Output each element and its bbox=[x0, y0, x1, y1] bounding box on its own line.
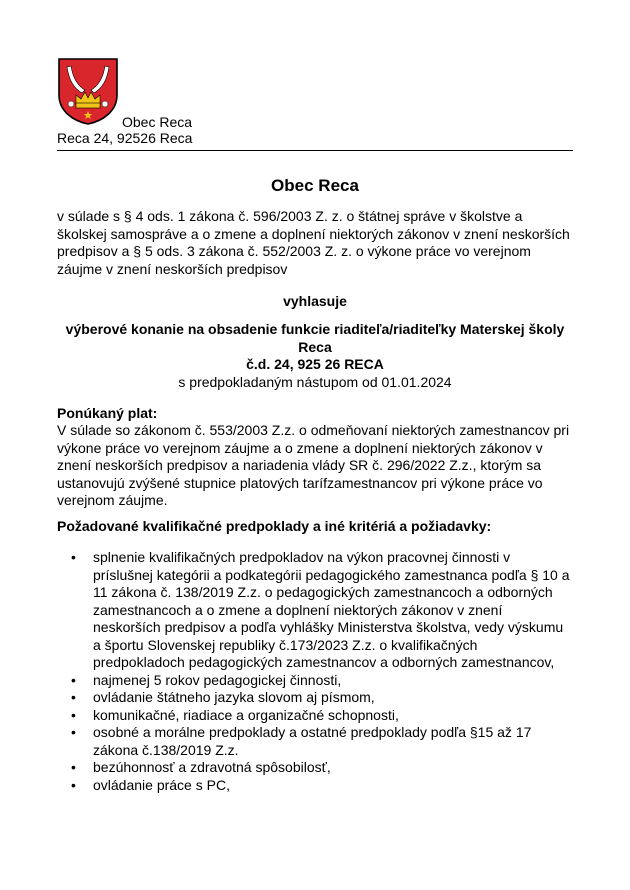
intro-paragraph: v súlade s § 4 ods. 1 zákona č. 596/2003 Z. z. o štátnej správe v školstve a školskej samospráve a o zmene a doplnení niektorých zákonov v znení neskorších predpisov a § 5 ods. 3 zákona č. 552/2003 Z. z. o výkone práce vo verejnom záujme v znení neskorších predpisov bbox=[57, 208, 570, 277]
position-block bbox=[57, 321, 573, 374]
start-date: s predpokladaným nástupom od 01.01.2024 bbox=[178, 374, 452, 390]
document-title: Obec Reca bbox=[271, 176, 359, 195]
bullet-icon: • bbox=[71, 776, 76, 793]
requirements-list bbox=[57, 549, 573, 794]
list-item: • splnenie kvalifikačných predpokladov na výkon pracovnej činnosti v príslušnej kategórii a podkategórii pedagogického zamestnanca podľa § 10 a 11 zákona č. 138/2019 Z.z. o pedagogických zamestnancoch a odborných zamestnancoch a o zmene a doplnení niektorých zákonov v znení neskorších predpisov a podľa vyhlášky Ministerstva školstva, vedy výskumu a športu Slovenskej republiky č.173/2023 Z.z. o kvalifikačných predpokladoch pedagogických zamestnancov a odborných zamestnancov, bbox=[71, 549, 570, 670]
position-title: výberové konanie na obsadenie funkcie riaditeľa/riaditeľky Materskej školy Reca bbox=[65, 321, 565, 355]
salary-text: V súlade so zákonom č. 553/2003 Z.z. o odmeňovaní niektorých zamestnancov pri výkone práce vo verejnom záujme a o zmene a doplnení niektorých zákonov v znení neskorších predpisov a nariadenia vlády SR č. 296/2022 Z.z., ktorým sa ustanovujú zvýšené stupnice platových tarífzamestnancov pri výkone práce vo verejnom záujme. bbox=[57, 422, 570, 508]
bullet-icon: • bbox=[71, 706, 76, 723]
list-item: • bezúhonnosť a zdravotná spôsobilosť, bbox=[71, 759, 331, 775]
bullet-icon: • bbox=[71, 549, 76, 565]
header-divider bbox=[57, 150, 573, 151]
salary-heading: Ponúkaný plat: bbox=[57, 405, 158, 421]
requirements-heading: Požadované kvalifikačné predpoklady a iné kritériá a požiadavky: bbox=[57, 518, 492, 534]
position-address: č.d. 24, 925 26 RECA bbox=[246, 356, 384, 372]
list-item: • najmenej 5 rokov pedagogickej činnosti, bbox=[71, 671, 342, 688]
bullet-icon: • bbox=[71, 689, 76, 705]
list-item: • ovládanie štátneho jazyka slovom aj písmom, bbox=[71, 689, 375, 705]
bullet-icon: • bbox=[71, 724, 76, 740]
list-item: • ovládanie práce s PC, bbox=[71, 776, 230, 793]
list-item: • komunikačné, riadiace a organizačné schopnosti, bbox=[71, 706, 399, 723]
list-item: • osobné a morálne predpoklady a ostatné predpoklady podľa §15 až 17 zákona č.138/2019 Z.z. bbox=[71, 724, 532, 758]
announce-heading: vyhlasuje bbox=[283, 293, 347, 309]
header-org-name: Obec Reca bbox=[122, 114, 193, 130]
header-address: Reca 24, 92526 Reca bbox=[57, 130, 193, 146]
coat-of-arms-icon bbox=[57, 57, 119, 125]
bullet-icon: • bbox=[71, 759, 76, 775]
bullet-icon: • bbox=[71, 671, 76, 688]
